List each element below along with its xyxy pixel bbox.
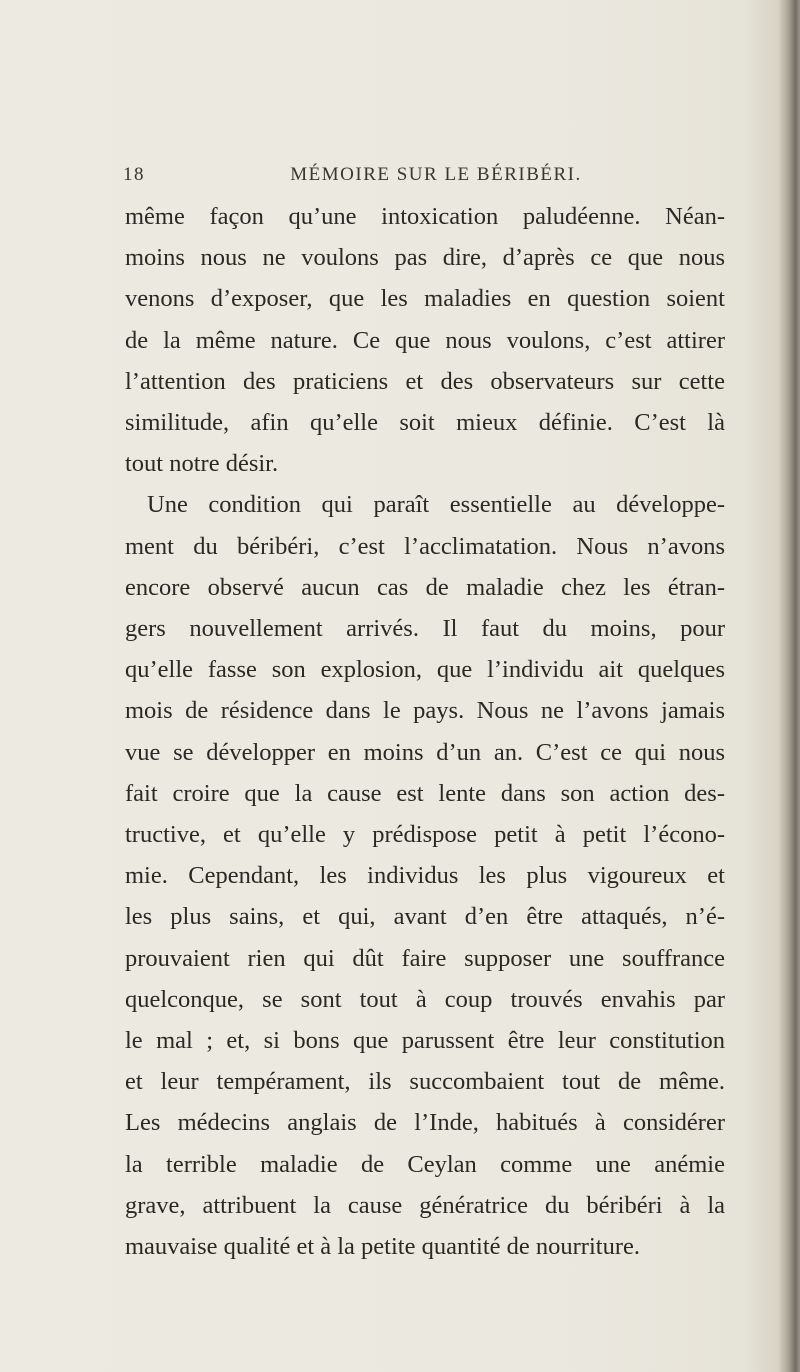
text-line: la terrible maladie de Ceylan comme une anémie [125, 1150, 725, 1178]
text-line: vue se développer en moins d’un an. C’est ce qui nous [125, 738, 725, 766]
text-line: venons d’exposer, que les maladies en question soient [125, 285, 725, 313]
paragraph [125, 196, 725, 484]
text-line: fait croire que la cause est lente dans son action des- [125, 779, 725, 807]
text-line: le mal ; et, si bons que parussent être leur constitution [125, 1027, 725, 1055]
page-edge-shadow [778, 0, 800, 1372]
text-line: grave, attribuent la cause génératrice du béribéri à la [125, 1191, 725, 1219]
text-line: gers nouvellement arrivés. Il faut du moins, pour [125, 615, 725, 643]
text-line: encore observé aucun cas de maladie chez les étran- [125, 573, 725, 601]
text-line: l’attention des praticiens et des observateurs sur cette [125, 367, 725, 395]
running-head [123, 164, 676, 192]
body-text [125, 196, 725, 1267]
text-line: tout notre désir. [125, 450, 279, 478]
text-line: moins nous ne voulons pas dire, d’après ce que nous [125, 244, 725, 272]
text-line: tructive, et qu’elle y prédispose petit à petit l’écono- [125, 821, 725, 849]
text-line: de la même nature. Ce que nous voulons, c’est attirer [125, 326, 725, 354]
text-line: les plus sains, et qui, avant d’en être attaqués, n’é- [125, 903, 725, 931]
text-line: même façon qu’une intoxication paludéenne. Néan- [125, 203, 725, 230]
text-line: Une condition qui paraît essentielle au développe- [147, 491, 725, 519]
running-title: MÉMOIRE SUR LE BÉRIBÉRI. [290, 164, 582, 185]
text-line: similitude, afin qu’elle soit mieux définie. C’est là [125, 409, 725, 437]
text-line: qu’elle fasse son explosion, que l’individu ait quelques [125, 656, 725, 684]
text-line: mie. Cependant, les individus les plus vigoureux et [125, 862, 725, 890]
text-line: ment du béribéri, c’est l’acclimatation. Nous n’avons [125, 532, 725, 560]
text-line: quelconque, se sont tout à coup trouvés envahis par [125, 985, 725, 1013]
text-line: Les médecins anglais de l’Inde, habitués à considérer [125, 1109, 725, 1137]
text-line: et leur tempérament, ils succombaient tout de même. [125, 1068, 725, 1096]
page-number: 18 [123, 164, 145, 185]
text-line: mois de résidence dans le pays. Nous ne l’avons jamais [125, 697, 725, 725]
text-line: prouvaient rien qui dût faire supposer une souffrance [125, 944, 725, 972]
paragraph [125, 484, 725, 1267]
text-line: mauvaise qualité et à la petite quantité de nourriture. [125, 1233, 640, 1261]
